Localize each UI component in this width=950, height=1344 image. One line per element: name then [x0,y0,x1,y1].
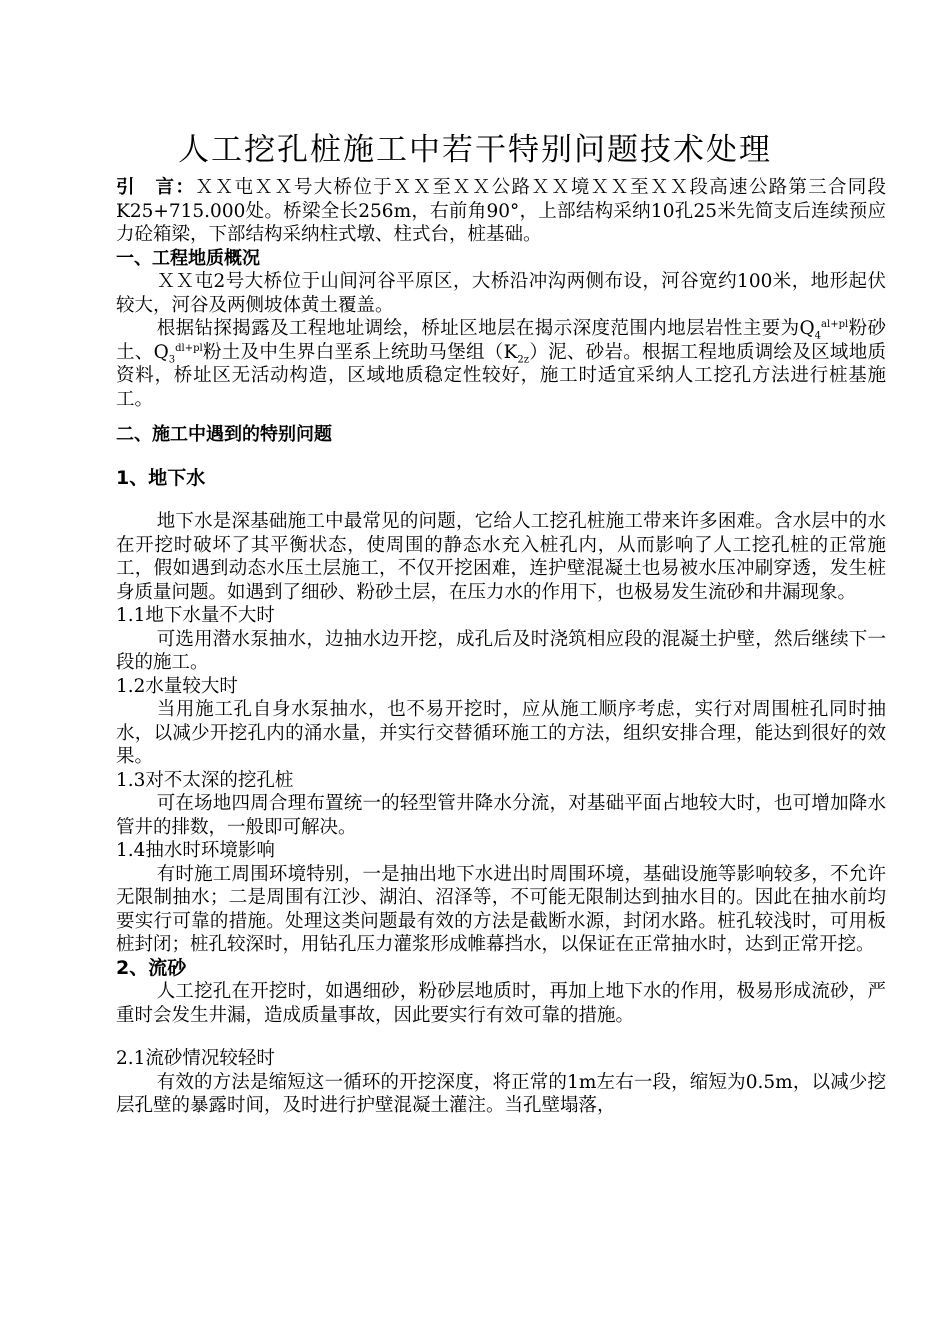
document-title: 人工挖孔桩施工中若干特别问题技术处理 [178,132,772,168]
section1-paragraph-2: 根据钻探揭露及工程地址调绘，桥址区地层在揭示深度范围内地层岩性主要为$Q_4^{al+pl}$粉砂土、$Q_3^{dl+pl}$粉土及中生界白垩系上统助马堡组$(K_{2z})$泥、砂岩。根据工程地质调绘及区域地质资料，桥址区无活动构造，区域地质稳定性较好，施工时适宜采纳人工挖孔方法进行桩基施工。 [116,318,886,410]
paragraph-1-2: 当用施工孔自身水泵抽水，也不易开挖时，应从施工顺序考虑，实行对周围桩孔同时抽水，以减少开挖孔内的涌水量，并实行交替循环施工的方法，组织安排合理，能达到很好的效果。 [116,699,886,767]
heading-1-1: 1.1地下水量不大时 [116,605,275,626]
heading-1-4: 1.4抽水时环境影响 [116,840,275,861]
groundwater-paragraph: 地下水是深基础施工中最常见的问题，它给人工挖孔桩施工带来许多困难。含水层中的水在开挖时破坏了其平衡状态，使周围的静态水充入桩孔内，从而影响了人工挖孔桩的正常施工，假如遇到动态水压土层施工，不仅开挖困难，连护壁混凝土也易被水压冲刷穿透，发生桩身质量问题。如遇到了细砂、粉砂土层，在压力水的作用下，也极易发生流砂和井漏现象。 [116,511,886,603]
heading-1-2: 1.2水量较大时 [116,675,238,697]
section1-heading: 一、工程地质概况 [116,247,260,269]
subsection-groundwater-heading: 1、地下水 [116,466,206,489]
heading-2-1: 2.1流砂情况较轻时 [116,1048,275,1069]
section2-heading: 二、施工中遇到的特别问题 [116,424,332,445]
intro-label: 引 言： [116,177,196,198]
paragraph-1-4: 有时施工周围环境特别，一是抽出地下水进出时周围环境，基础设施等影响较多，不允许无限制抽水；二是周围有江沙、湖泊、沼泽等，不可能无限制达到抽水目的。因此在抽水前均要实行可靠的措施。处理这类问题最有效的方法是截断水源，封闭水路。桩孔较浅时，可用板桩封闭；桩孔较深时，用钻孔压力灌浆形成帷幕挡水，以保证在正常抽水时，达到正常开挖。 [116,863,886,955]
paragraph-2-1: 有效的方法是缩短这一循环的开挖深度，将正常的1m左右一段，缩短为0.5m，以减少挖层孔壁的暴露时间，及时进行护壁混凝土灌注。当孔壁塌落， [116,1071,886,1116]
intro-text: ＸＸ屯ＸＸ号大桥位于ＸＸ至ＸＸ公路ＸＸ境ＸＸ至ＸＸ段高速公路第三合同段K25+715.000处。桥梁全长256m，右前角90°，上部结构采纳10孔25米先简支后连续预应力砼箱梁，下部结构采纳柱式墩、柱式台，桩基础。 [116,177,886,245]
section1-paragraph-1: ＸＸ屯2号大桥位于山间河谷平原区，大桥沿冲沟两侧布设，河谷宽约100米，地形起伏较大，河谷及两侧坡体黄土覆盖。 [116,271,886,316]
quicksand-paragraph: 人工挖孔在开挖时，如遇细砂，粉砂层地质时，再加上地下水的作用，极易形成流砂，严重时会发生井漏，造成质量事故，因此要实行有效可靠的措施。 [116,981,886,1026]
paragraph-1-3: 可在场地四周合理布置统一的轻型管井降水分流，对基础平面占地较大时，也可增加降水管井的排数，一般即可解决。 [116,793,886,838]
paragraph-1-1: 可选用潜水泵抽水，边抽水边开挖，成孔后及时浇筑相应段的混凝土护壁，然后继续下一段的施工。 [116,628,886,673]
intro-paragraph [116,176,886,247]
document-body [116,176,886,1118]
subsection-quicksand-heading: 2、流砂 [116,956,187,979]
heading-1-3: 1.3对不太深的挖孔桩 [116,769,294,791]
